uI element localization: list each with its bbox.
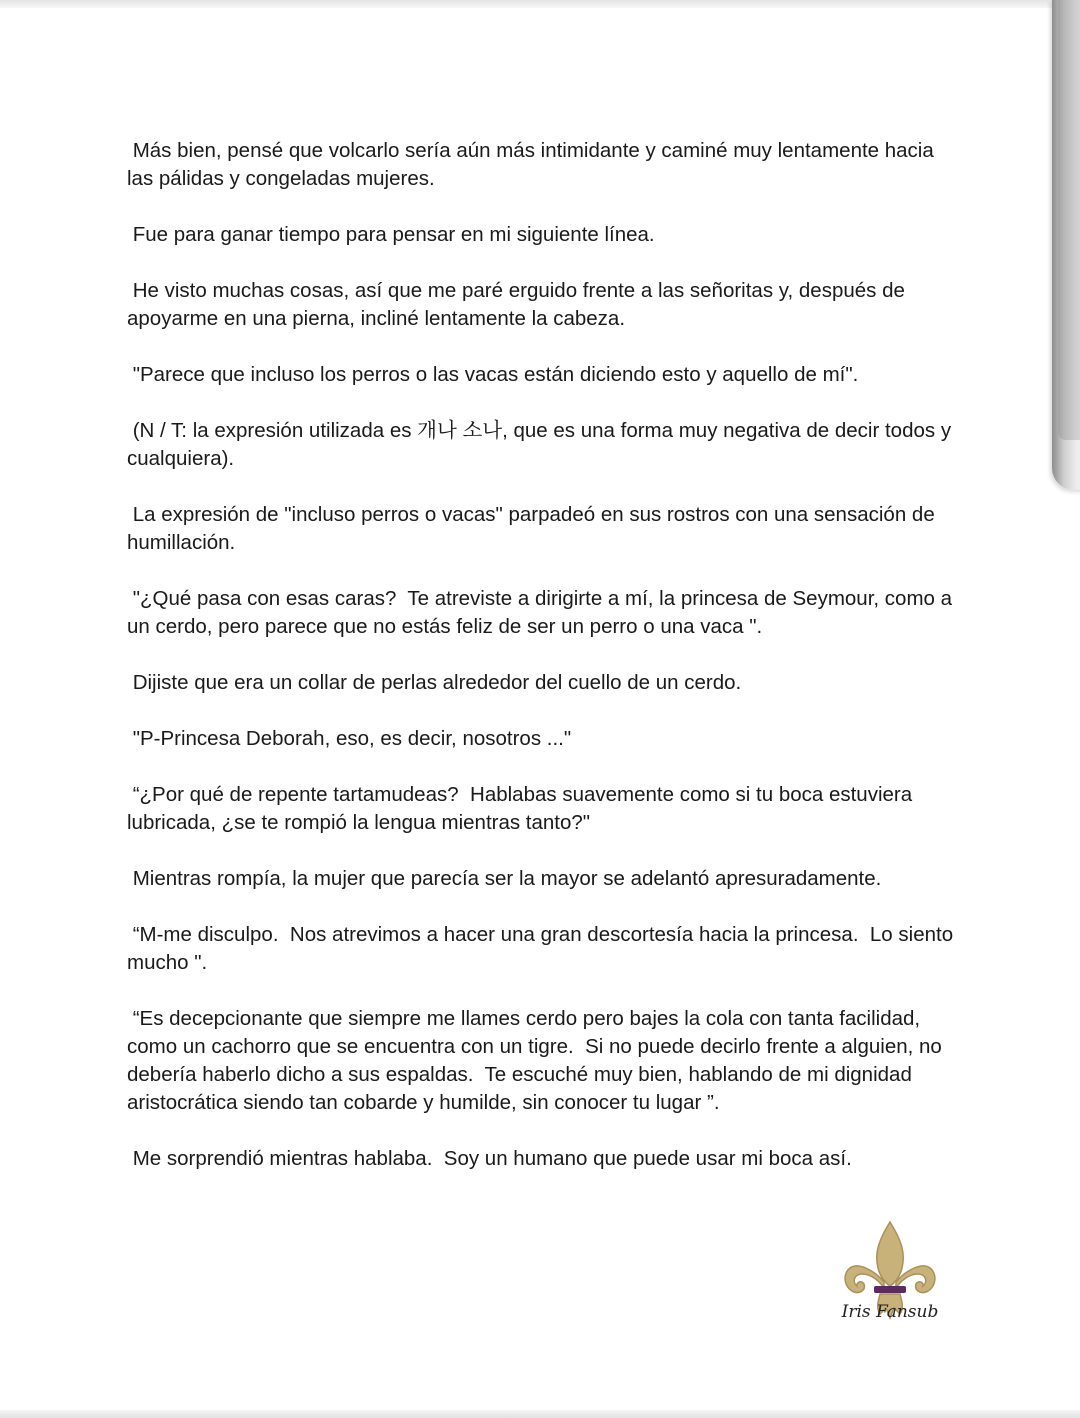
fleur-band [874,1286,906,1293]
paragraph-9: "P-Princesa Deborah, eso, es decir, nosotros ..." [127,727,572,750]
paragraph-1: Más bien, pensé que volcarlo sería aún más intimidante y caminé muy lentamente hacia las pálidas y congeladas mujeres. [127,139,940,190]
logo-caption: Iris Fansub [841,1302,939,1322]
paragraph-13: “Es decepcionante que siempre me llames cerdo pero bajes la cola con tanta facilidad, como un cachorro que se encuentra con un tigre. Si no puede decirlo frente a alguien, no debería haberlo dicho a sus espaldas. Te escuché muy bien, hablando de mi dignidad aristocrática siendo tan cobarde y humilde, sin conocer tu lugar ”. [127,1007,948,1114]
paragraph-6: La expresión de "incluso perros o vacas" parpadeó en sus rostros con una sensación de humillación. [127,503,941,554]
top-border [0,0,1060,8]
paragraph-8: Dijiste que era un collar de perlas alrededor del cuello de un cerdo. [127,671,742,694]
paragraph-14: Me sorprendió mientras hablaba. Soy un humano que puede usar mi boca así. [127,1147,852,1170]
paragraph-3: He visto muchas cosas, así que me paré erguido frente a las señoritas y, después de apoyarme en una pierna, incliné lentamente la cabeza. [127,279,911,330]
paragraph-10: “¿Por qué de repente tartamudeas? Hablabas suavemente como si tu boca estuviera lubricada, ¿se te rompió la lengua mientras tanto?" [127,783,918,834]
text-body [127,137,957,1201]
paragraph-12: “M-me disculpo. Nos atrevimos a hacer una gran descortesía hacia la princesa. Lo siento mucho ". [127,923,959,974]
paragraph-11: Mientras rompía, la mujer que parecía ser la mayor se adelantó apresuradamente. [127,867,882,890]
paragraph-4: "Parece que incluso los perros o las vacas están diciendo esto y aquello de mí". [127,363,859,386]
bottom-border [0,1410,1080,1418]
paragraph-2: Fue para ganar tiempo para pensar en mi siguiente línea. [127,223,655,246]
fleur-center-petal [877,1222,904,1286]
paragraph-5-translator-note: (N / T: la expresión utilizada es 개나 소나, que es una forma muy negativa de decir todos y cualquiera). [127,419,957,470]
paragraph-7: "¿Qué pasa con esas caras? Te atreviste a dirigirte a mí, la princesa de Seymour, como a un cerdo, pero parece que no estás feliz de ser un perro o una vaca ". [127,587,958,638]
side-scroll-thumb[interactable] [1058,0,1080,440]
